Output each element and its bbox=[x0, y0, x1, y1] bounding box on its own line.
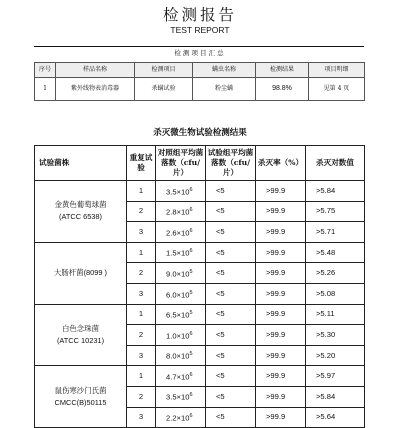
control-count-value: 8.0×10 bbox=[166, 351, 190, 361]
kill-rate-value: >99.9 bbox=[266, 371, 286, 381]
test-count bbox=[206, 386, 256, 407]
log-reduction bbox=[306, 263, 365, 284]
report-subtitle: TEST REPORT bbox=[170, 25, 230, 35]
control-exponent: 6 bbox=[189, 207, 193, 214]
log-reduction-value: >5.11 bbox=[316, 309, 335, 319]
strain-cell bbox=[35, 366, 127, 428]
repeat-number bbox=[127, 304, 156, 325]
test-count-value: <5 bbox=[216, 206, 225, 216]
control-exponent: 6 bbox=[189, 186, 193, 193]
test-count bbox=[206, 345, 256, 366]
summary-col-detail: 项目明细 bbox=[309, 63, 365, 78]
kill-rate bbox=[256, 201, 306, 222]
summary-sample: 紫外线物表消毒器 bbox=[56, 78, 135, 101]
summary-col-index: 序号 bbox=[35, 63, 56, 78]
repeat-number-value: 2 bbox=[138, 329, 144, 339]
summary-row bbox=[35, 78, 365, 101]
results-col-control: 对照组平均菌落数（cfu/片） bbox=[156, 146, 206, 181]
test-count bbox=[206, 222, 256, 243]
control-count-value: 1.5×10 bbox=[166, 248, 190, 258]
control-count bbox=[156, 304, 206, 325]
control-count bbox=[156, 242, 206, 263]
kill-rate-value: >99.9 bbox=[266, 309, 286, 319]
repeat-number bbox=[127, 345, 156, 366]
test-count bbox=[206, 201, 256, 222]
test-count bbox=[206, 181, 256, 202]
repeat-number-value: 3 bbox=[138, 288, 144, 298]
repeat-number-value: 3 bbox=[138, 412, 144, 422]
control-count bbox=[156, 263, 206, 284]
test-count-value: <5 bbox=[216, 268, 225, 278]
kill-rate-value: >99.9 bbox=[266, 391, 286, 401]
control-count-value: 2.8×10 bbox=[166, 207, 190, 217]
summary-result: 98.8% bbox=[256, 78, 309, 101]
kill-rate bbox=[256, 386, 306, 407]
test-count-value: <5 bbox=[216, 185, 225, 195]
control-count-value: 2.6×10 bbox=[166, 228, 190, 238]
summary-header-row bbox=[35, 63, 365, 78]
kill-rate bbox=[256, 181, 306, 202]
test-count bbox=[206, 325, 256, 346]
strain-code: 8099 ) bbox=[86, 268, 107, 278]
repeat-number bbox=[127, 325, 156, 346]
test-count bbox=[206, 263, 256, 284]
strain-name: 鼠伤寒沙门氏菌 bbox=[54, 385, 107, 395]
control-exponent: 5 bbox=[189, 351, 193, 358]
kill-rate-value: >99.9 bbox=[266, 350, 286, 360]
test-count-value: <5 bbox=[216, 329, 225, 339]
summary-col-sample: 样品名称 bbox=[56, 63, 135, 78]
control-count bbox=[156, 345, 206, 366]
control-exponent: 6 bbox=[189, 413, 193, 420]
log-reduction bbox=[306, 366, 365, 387]
control-exponent: 6 bbox=[189, 392, 193, 399]
test-count-value: <5 bbox=[216, 391, 225, 401]
log-reduction-value: >5.30 bbox=[316, 329, 336, 339]
control-exponent: 5 bbox=[189, 289, 193, 296]
control-count bbox=[156, 366, 206, 387]
repeat-number-value: 3 bbox=[138, 350, 144, 360]
log-reduction-value: >5.08 bbox=[316, 288, 336, 298]
kill-rate-value: >99.9 bbox=[266, 329, 286, 339]
strain-name: 金黄色葡萄球菌 bbox=[54, 200, 107, 210]
strain-cell bbox=[35, 304, 127, 366]
test-count bbox=[206, 242, 256, 263]
test-count bbox=[206, 407, 256, 428]
kill-rate bbox=[256, 222, 306, 243]
log-reduction-value: >5.84 bbox=[316, 391, 336, 401]
report-title: 检测报告 bbox=[162, 6, 237, 24]
results-row bbox=[35, 181, 365, 202]
control-exponent: 6 bbox=[189, 227, 193, 234]
log-reduction-value: >5.64 bbox=[316, 412, 336, 422]
test-count-value: <5 bbox=[216, 412, 225, 422]
results-col-test: 试验组平均菌落数（cfu/片） bbox=[206, 146, 256, 181]
results-col-strain: 试验菌株 bbox=[35, 146, 127, 181]
strain-cell bbox=[35, 181, 127, 243]
log-reduction bbox=[306, 201, 365, 222]
control-count-value: 9.0×10 bbox=[166, 269, 190, 279]
log-reduction bbox=[306, 181, 365, 202]
summary-col-result: 检测结果 bbox=[256, 63, 309, 78]
control-count bbox=[156, 201, 206, 222]
kill-rate-value: >99.9 bbox=[266, 226, 286, 236]
log-reduction-value: >5.97 bbox=[316, 371, 336, 381]
strain-name: 大肠杆菌( bbox=[54, 268, 87, 278]
kill-rate bbox=[256, 263, 306, 284]
summary-col-mite: 螨虫名称 bbox=[193, 63, 256, 78]
summary-col-item: 检测项目 bbox=[135, 63, 193, 78]
test-count-value: <5 bbox=[216, 247, 225, 257]
control-count bbox=[156, 325, 206, 346]
repeat-number bbox=[127, 242, 156, 263]
kill-rate-value: >99.9 bbox=[266, 247, 286, 257]
test-count-value: <5 bbox=[216, 350, 225, 360]
control-count bbox=[156, 386, 206, 407]
test-count bbox=[206, 366, 256, 387]
strain-code: CMCC(B)50115 bbox=[54, 397, 107, 407]
summary-mite: 粉尘螨 bbox=[193, 78, 256, 101]
control-count bbox=[156, 222, 206, 243]
results-row bbox=[35, 242, 365, 263]
summary-index: 1 bbox=[35, 78, 56, 101]
log-reduction bbox=[306, 345, 365, 366]
repeat-number-value: 2 bbox=[138, 268, 144, 278]
kill-rate bbox=[256, 325, 306, 346]
test-count-value: <5 bbox=[216, 226, 225, 236]
log-reduction-value: >5.26 bbox=[316, 268, 336, 278]
repeat-number-value: 2 bbox=[138, 391, 144, 401]
summary-item: 杀螨试验 bbox=[135, 78, 193, 101]
kill-rate bbox=[256, 283, 306, 304]
results-header-row bbox=[35, 146, 365, 181]
control-exponent: 6 bbox=[189, 330, 193, 337]
log-reduction bbox=[306, 325, 365, 346]
kill-rate bbox=[256, 345, 306, 366]
control-count-value: 6.5×10 bbox=[166, 310, 190, 320]
summary-detail: 见第 4 页 bbox=[309, 78, 365, 101]
test-count-value: <5 bbox=[216, 371, 225, 381]
results-col-log: 杀灭对数值 bbox=[306, 146, 365, 181]
log-reduction bbox=[306, 304, 365, 325]
kill-rate-value: >99.9 bbox=[266, 206, 286, 216]
repeat-number-value: 1 bbox=[138, 185, 144, 195]
log-reduction-value: >5.20 bbox=[316, 350, 336, 360]
log-reduction-value: >5.71 bbox=[316, 226, 336, 236]
summary-table bbox=[34, 62, 365, 101]
control-count-value: 3.5×10 bbox=[166, 187, 190, 197]
control-count bbox=[156, 407, 206, 428]
repeat-number bbox=[127, 201, 156, 222]
log-reduction bbox=[306, 222, 365, 243]
repeat-number bbox=[127, 366, 156, 387]
control-exponent: 6 bbox=[189, 248, 193, 255]
repeat-number-value: 1 bbox=[138, 371, 144, 381]
repeat-number bbox=[127, 407, 156, 428]
kill-rate bbox=[256, 407, 306, 428]
repeat-number bbox=[127, 181, 156, 202]
repeat-number bbox=[127, 386, 156, 407]
repeat-number-value: 2 bbox=[138, 206, 144, 216]
log-reduction bbox=[306, 242, 365, 263]
test-count-value: <5 bbox=[216, 288, 225, 298]
log-reduction bbox=[306, 386, 365, 407]
control-count-value: 1.0×10 bbox=[166, 331, 190, 341]
kill-rate bbox=[256, 366, 306, 387]
strain-code: (ATCC 10231) bbox=[56, 335, 105, 345]
repeat-number-value: 1 bbox=[138, 309, 144, 319]
kill-rate-value: >99.9 bbox=[266, 288, 286, 298]
repeat-number-value: 3 bbox=[138, 226, 144, 236]
control-count-value: 3.5×10 bbox=[166, 393, 190, 402]
repeat-number bbox=[127, 263, 156, 284]
summary-top-rule bbox=[34, 46, 364, 47]
log-reduction-value: >5.48 bbox=[316, 247, 336, 257]
control-exponent: 5 bbox=[189, 268, 193, 275]
control-count-value: 4.7×10 bbox=[166, 372, 190, 382]
repeat-number-value: 1 bbox=[138, 247, 144, 257]
kill-rate-value: >99.9 bbox=[266, 268, 286, 278]
kill-rate-value: >99.9 bbox=[266, 412, 286, 422]
log-reduction bbox=[306, 283, 365, 304]
control-count bbox=[156, 283, 206, 304]
strain-code: (ATCC 6538) bbox=[59, 212, 102, 222]
log-reduction-value: >5.84 bbox=[316, 185, 336, 195]
strain-cell bbox=[35, 242, 127, 304]
repeat-number bbox=[127, 283, 156, 304]
log-reduction-value: >5.75 bbox=[316, 206, 336, 216]
results-table bbox=[34, 145, 365, 428]
test-count-value: <5 bbox=[216, 309, 225, 319]
results-col-rate: 杀灭率（%） bbox=[256, 146, 306, 181]
repeat-number bbox=[127, 222, 156, 243]
results-title: 杀灭微生物试验检测结果 bbox=[153, 128, 247, 138]
kill-rate bbox=[256, 242, 306, 263]
strain-name: 白色念珠菌 bbox=[62, 323, 99, 333]
kill-rate bbox=[256, 304, 306, 325]
test-count bbox=[206, 283, 256, 304]
results-col-repeat: 重复试验 bbox=[127, 146, 156, 181]
kill-rate-value: >99.9 bbox=[266, 185, 286, 195]
log-reduction bbox=[306, 407, 365, 428]
control-count-value: 2.2×10 bbox=[166, 413, 190, 423]
control-exponent: 6 bbox=[189, 371, 193, 378]
control-count-value: 6.0×10 bbox=[166, 290, 190, 300]
results-row bbox=[35, 366, 365, 387]
test-count bbox=[206, 304, 256, 325]
summary-title: 检 测 项 目 汇 总 bbox=[174, 49, 224, 57]
control-count bbox=[156, 181, 206, 202]
control-exponent: 5 bbox=[189, 310, 193, 317]
results-row bbox=[35, 304, 365, 325]
